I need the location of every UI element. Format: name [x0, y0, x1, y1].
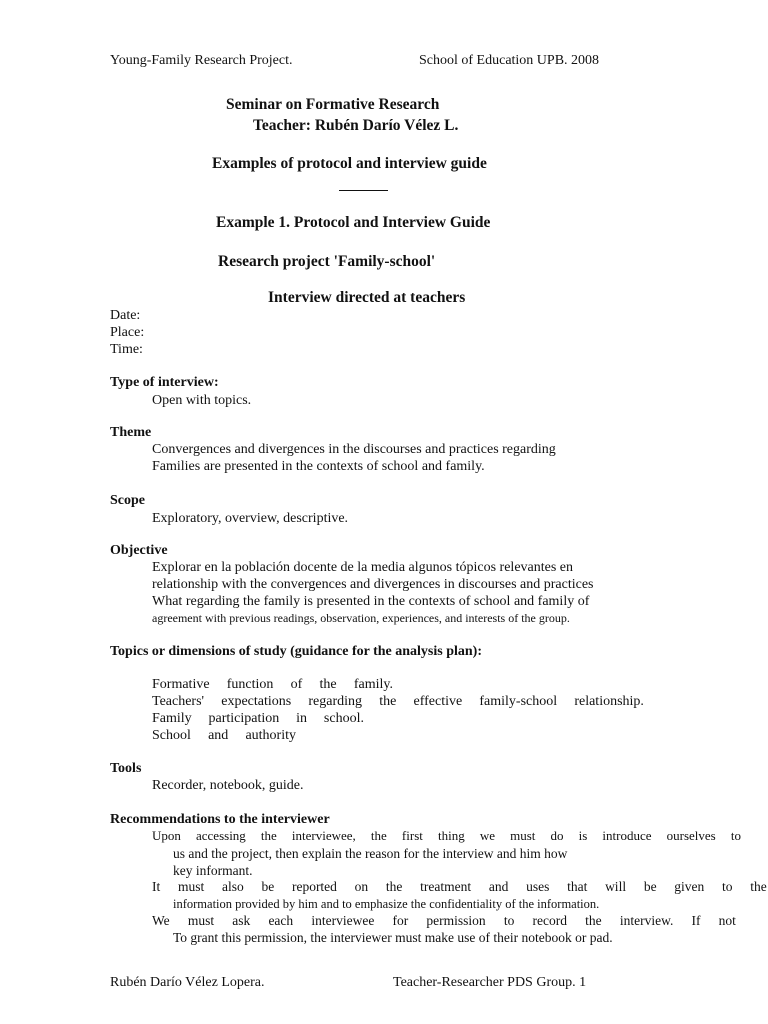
seminar-title: Seminar on Formative Research	[226, 96, 440, 113]
header-left: Young-Family Research Project.	[110, 53, 293, 68]
header-right: School of Education UPB. 2008	[419, 53, 600, 68]
recommendation-line: It must also be reported on the treatment and uses that will be given to the	[152, 879, 767, 894]
project-title: Research project 'Family-school'	[218, 253, 436, 270]
theme-heading: Theme	[110, 425, 152, 440]
tools-text: Recorder, notebook, guide.	[152, 778, 304, 793]
recommendation-line: information provided by him and to emphasize the confidentiality of the information.	[173, 897, 600, 911]
theme-line: Families are presented in the contexts of school and family.	[152, 459, 485, 474]
type-text: Open with topics.	[152, 393, 252, 408]
objective-line: Explorar en la población docente de la media algunos tópicos relevantes en	[152, 560, 574, 575]
recommendation-line: key informant.	[173, 863, 253, 878]
time-field: Time:	[110, 342, 143, 357]
recommendation-line: Upon accessing the interviewee, the first thing we must do is introduce ourselves to	[152, 828, 741, 843]
topic-item: Formative function of the family.	[152, 677, 393, 692]
objective-line: relationship with the convergences and divergences in discourses and practices	[152, 577, 594, 592]
interview-directed-title: Interview directed at teachers	[268, 289, 466, 306]
teacher-name: Teacher: Rubén Darío Vélez L.	[253, 117, 459, 134]
date-field: Date:	[110, 308, 141, 323]
recommendation-line: To grant this permission, the interviewer must make use of their notebook or pad.	[173, 930, 613, 945]
recommendation-line: We must ask each interviewee for permission to record the interview. If not	[152, 913, 736, 928]
theme-line: Convergences and divergences in the discourses and practices regarding	[152, 442, 556, 457]
footer-right: Teacher-Researcher PDS Group. 1	[393, 975, 587, 990]
scope-text: Exploratory, overview, descriptive.	[152, 511, 349, 526]
objective-heading: Objective	[110, 543, 168, 558]
topic-item: Teachers' expectations regarding the effective family-school relationship.	[152, 694, 644, 709]
recommendation-line: us and the project, then explain the reason for the interview and him how	[173, 846, 568, 861]
place-field: Place:	[110, 325, 145, 340]
scope-heading: Scope	[110, 493, 145, 508]
objective-line: agreement with previous readings, observation, experiences, and interests of the group.	[152, 611, 570, 625]
title-rule	[339, 190, 388, 191]
topic-item: Family participation in school.	[152, 711, 364, 726]
footer-left: Rubén Darío Vélez Lopera.	[110, 975, 265, 990]
example1-title: Example 1. Protocol and Interview Guide	[216, 214, 491, 231]
topic-item: School and authority	[152, 728, 296, 743]
objective-line: What regarding the family is presented in the contexts of school and family of	[152, 594, 590, 609]
tools-heading: Tools	[110, 761, 142, 776]
examples-title: Examples of protocol and interview guide	[212, 155, 487, 172]
topics-heading: Topics or dimensions of study (guidance for the analysis plan):	[110, 644, 482, 659]
recommendations-heading: Recommendations to the interviewer	[110, 812, 330, 827]
type-heading: Type of interview:	[110, 375, 219, 390]
